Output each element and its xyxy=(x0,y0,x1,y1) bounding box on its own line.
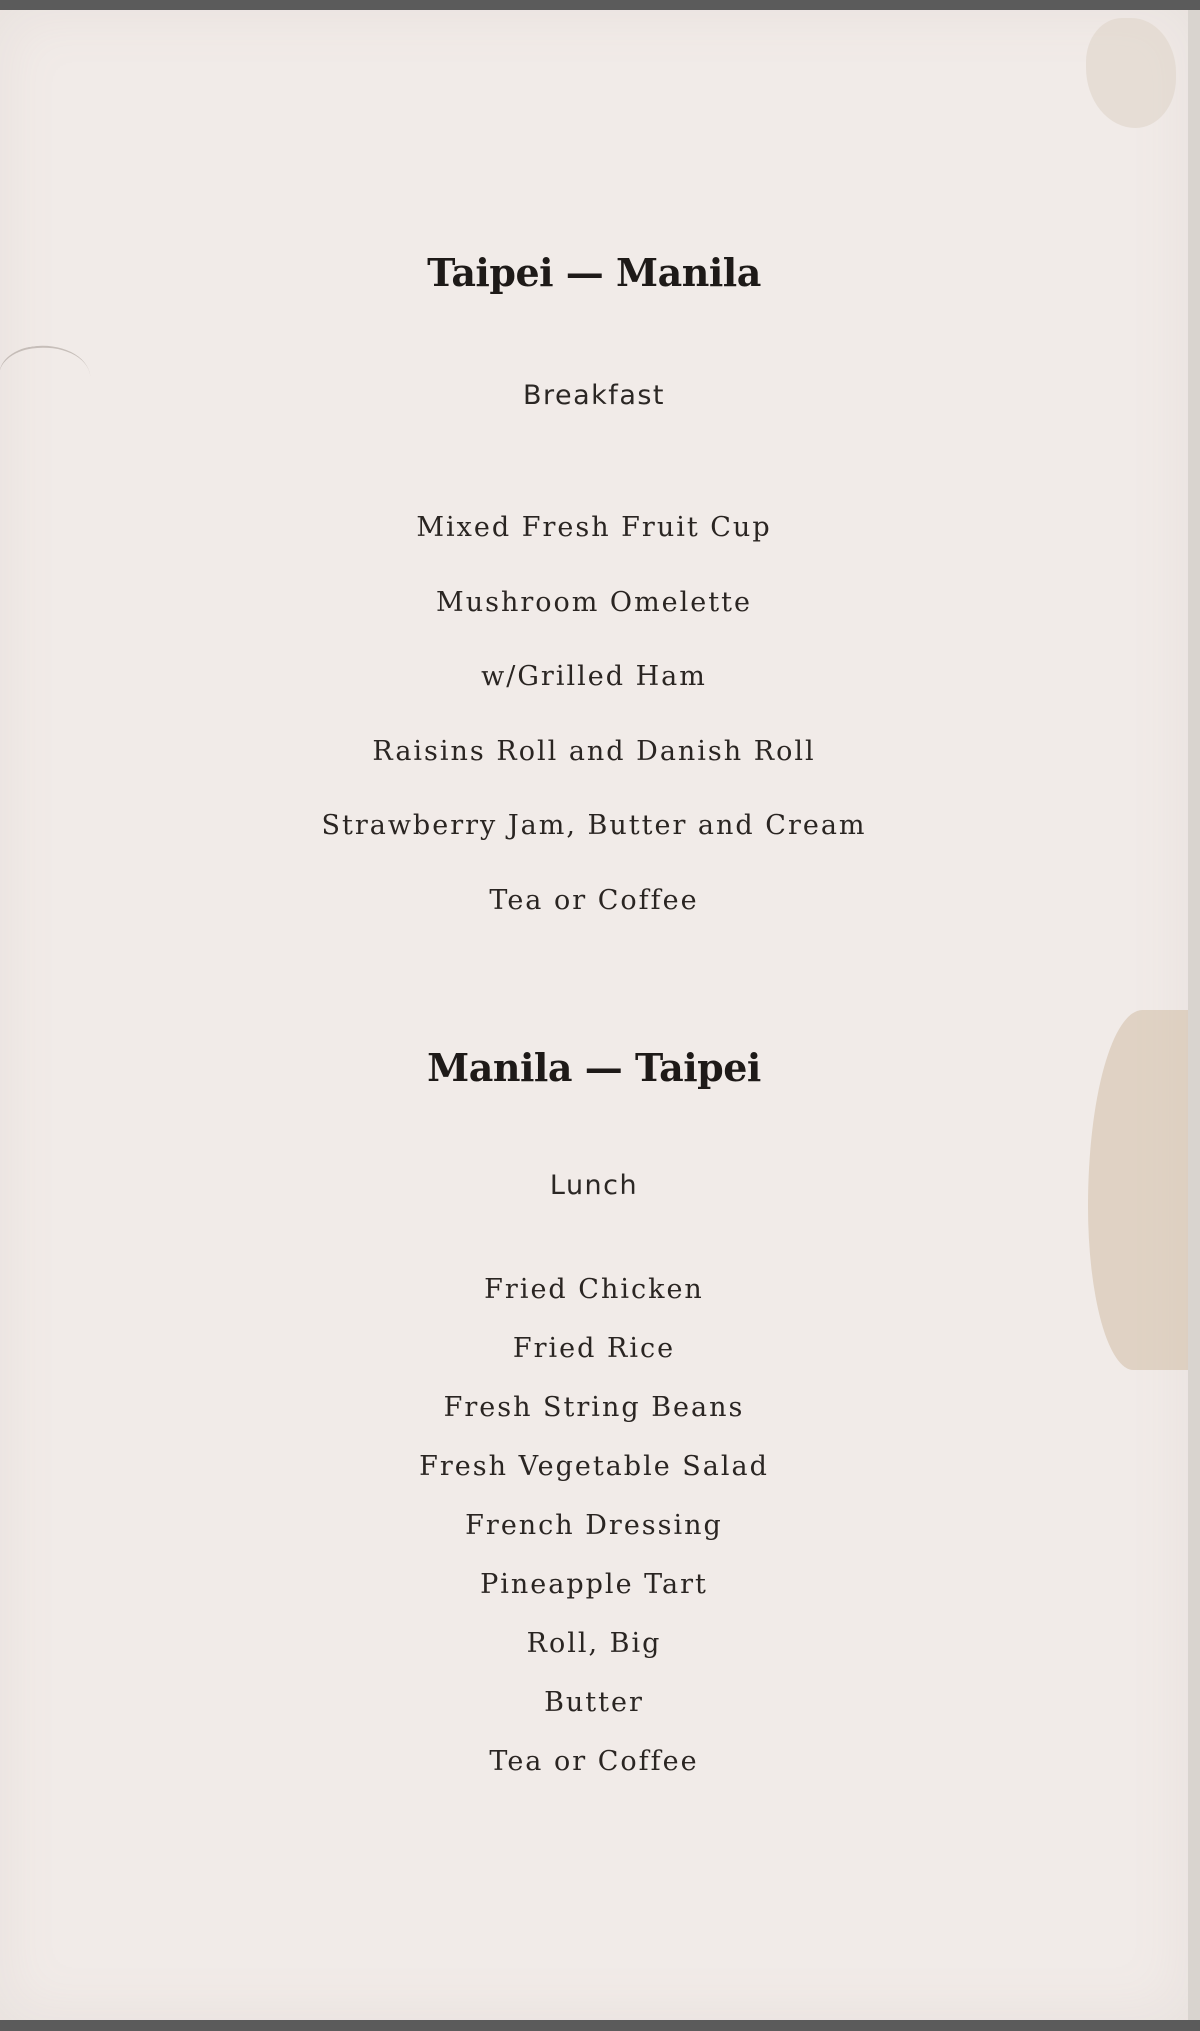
page-edge xyxy=(1188,10,1200,2020)
menu-item: Tea or Coffee xyxy=(489,1746,699,1777)
paper-stain xyxy=(1086,18,1176,128)
menu-item: Fresh String Beans xyxy=(443,1392,745,1423)
menu-item: French Dressing xyxy=(465,1510,723,1541)
menu-item: Fried Chicken xyxy=(484,1274,704,1305)
menu-item: Fresh Vegetable Salad xyxy=(419,1451,769,1482)
lunch-menu-list xyxy=(0,1260,1188,1791)
route-title-manila-taipei: Manila — Taipei xyxy=(427,1045,761,1090)
route-title-taipei-manila: Taipei — Manila xyxy=(427,250,761,295)
menu-item: Tea or Coffee xyxy=(489,884,699,916)
menu-item: Butter xyxy=(544,1687,644,1718)
menu-item: Strawberry Jam, Butter and Cream xyxy=(321,810,867,841)
menu-item: Pineapple Tart xyxy=(480,1569,708,1600)
menu-page xyxy=(0,10,1188,2020)
meal-title-lunch: Lunch xyxy=(549,1170,639,1201)
breakfast-menu-list xyxy=(0,491,1188,938)
meal-title-breakfast: Breakfast xyxy=(522,380,666,411)
menu-item: Raisins Roll and Danish Roll xyxy=(372,735,816,767)
menu-item: Mushroom Omelette xyxy=(436,586,752,618)
menu-item: Roll, Big xyxy=(526,1628,662,1659)
menu-item: w/Grilled Ham xyxy=(481,661,707,692)
menu-item: Fried Rice xyxy=(512,1333,676,1364)
menu-item: Mixed Fresh Fruit Cup xyxy=(416,512,772,543)
